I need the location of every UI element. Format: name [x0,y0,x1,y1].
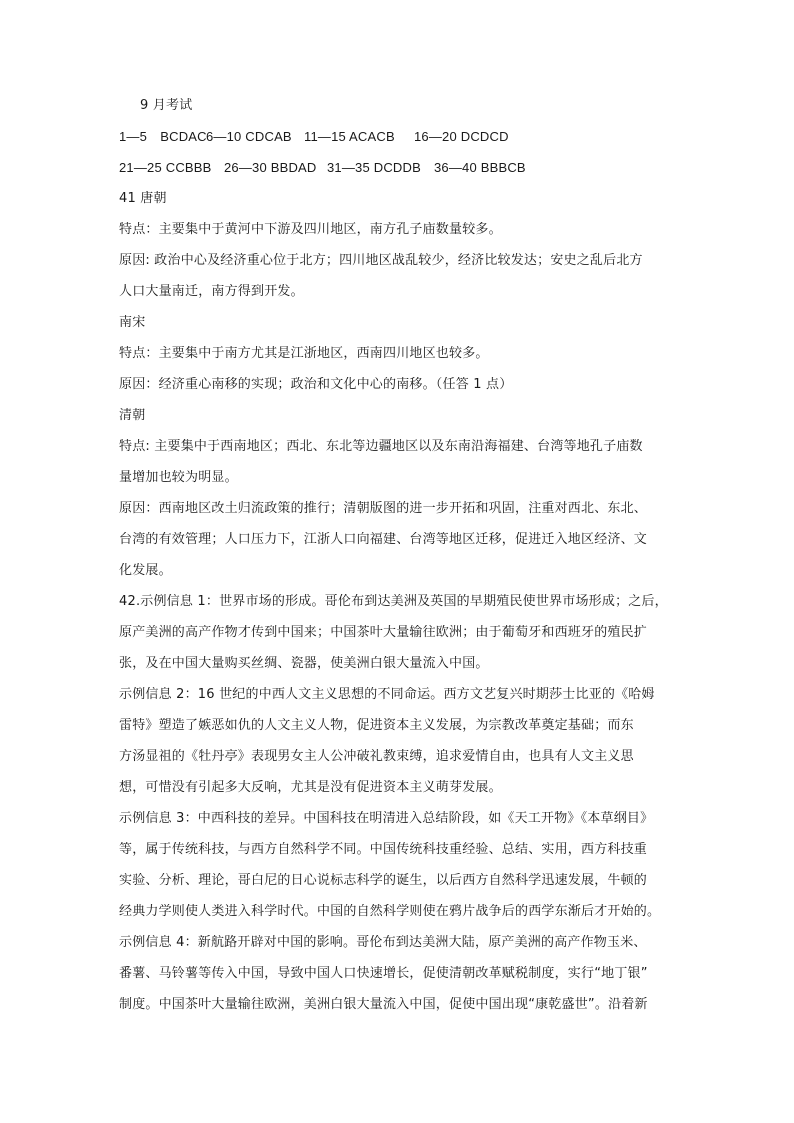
text-line: 想，可惜没有引起多大反响，尤其是没有促进资本主义萌芽发展。 [119,780,502,795]
text-line: 制度。中国茶叶大量输往欧洲，美洲白银大量流入中国，促使中国出现“康乾盛世”。沿着新 [119,997,648,1012]
answer-group: 26—30 BBDAD [224,160,317,175]
text-line: 41 唐朝 [119,191,167,206]
text-line: 原产美洲的高产作物才传到中国来；中国茶叶大量输往欧洲；由于葡萄牙和西班牙的殖民扩 [119,625,648,640]
text-line: 特点：主要集中于黄河中下游及四川地区，南方孔子庙数量较多。 [119,222,502,237]
answer-group: 11—15 ACACB [304,129,395,144]
text-line: 示例信息 2：16 世纪的中西人文主义思想的不同命运。西方文艺复兴时期莎士比亚的《哈姆 [119,687,655,702]
text-line: 原因: 政治中心及经济重心位于北方；四川地区战乱较少，经济比较发达；安史之乱后北方 [119,253,643,268]
text-line: 特点：主要集中于南方尤其是江浙地区，西南四川地区也较多。 [119,346,489,361]
text-line: 经典力学则使人类进入科学时代。中国的自然科学则使在鸦片战争后的西学东渐后才开始的。 [119,904,661,919]
text-line: 原因：西南地区改土归流政策的推行；清朝版图的进一步开拓和巩固，注重对西北、东北、 [119,501,648,516]
body-text [119,191,679,1028]
answer-group: 31—35 DCDDB [327,160,421,175]
text-line: 原因：经济重心南移的实现；政治和文化中心的南移。（任答 1 点） [119,377,513,392]
answer-group: 6—10 CDCAB [206,129,292,144]
text-line: 人口大量南迁，南方得到开发。 [119,284,304,299]
answer-group: 36—40 BBBCB [434,160,526,175]
text-line: 南宋 [119,315,146,330]
text-line: 示例信息 3：中西科技的差异。中国科技在明清进入总结阶段，如《天工开物》《本草纲目》 [119,811,654,826]
text-line: 化发展。 [119,563,172,578]
text-line: 台湾的有效管理；人口压力下，江浙人口向福建、台湾等地区迁移，促进迁入地区经济、文 [119,532,648,547]
text-line: 方汤显祖的《牡丹亭》表现男女主人公冲破礼教束缚，追求爱情自由，也具有人文主义思 [119,749,634,764]
answers-row-1 [119,129,679,160]
answer-group: 21—25 CCBBB [119,160,212,175]
text-line: 清朝 [119,408,146,423]
text-line: 42.示例信息 1：世界市场的形成。哥伦布到达美洲及英国的早期殖民使世界市场形成；之后， [119,594,668,609]
answer-group: 1—5 BCDAC [119,129,207,144]
text-line: 番薯、马铃薯等传入中国，导致中国人口快速增长，促使清朝改革赋税制度，实行“地丁银” [119,966,648,981]
text-line: 张，及在中国大量购买丝绸、瓷器，使美洲白银大量流入中国。 [119,656,489,671]
answers-row-2 [119,160,679,191]
text-line: 等，属于传统科技，与西方自然科学不同。中国传统科技重经验、总结、实用，西方科技重 [119,842,648,857]
text-line: 雷特》塑造了嫉恶如仇的人文主义人物，促进资本主义发展，为宗教改革奠定基础；而东 [119,718,634,733]
text-line: 特点: 主要集中于西南地区；西北、东北等边疆地区以及东南沿海福建、台湾等地孔子庙数 [119,439,643,454]
exam-title: 9 月考试 [140,98,193,113]
text-line: 实验、分析、理论，哥白尼的日心说标志科学的诞生，以后西方自然科学迅速发展，牛顿的 [119,873,648,888]
answer-key-content [119,98,679,1028]
answer-group: 16—20 DCDCD [414,129,509,144]
text-line: 量增加也较为明显。 [119,470,238,485]
text-line: 示例信息 4：新航路开辟对中国的影响。哥伦布到达美洲大陆，原产美洲的高产作物玉米、 [119,935,647,950]
